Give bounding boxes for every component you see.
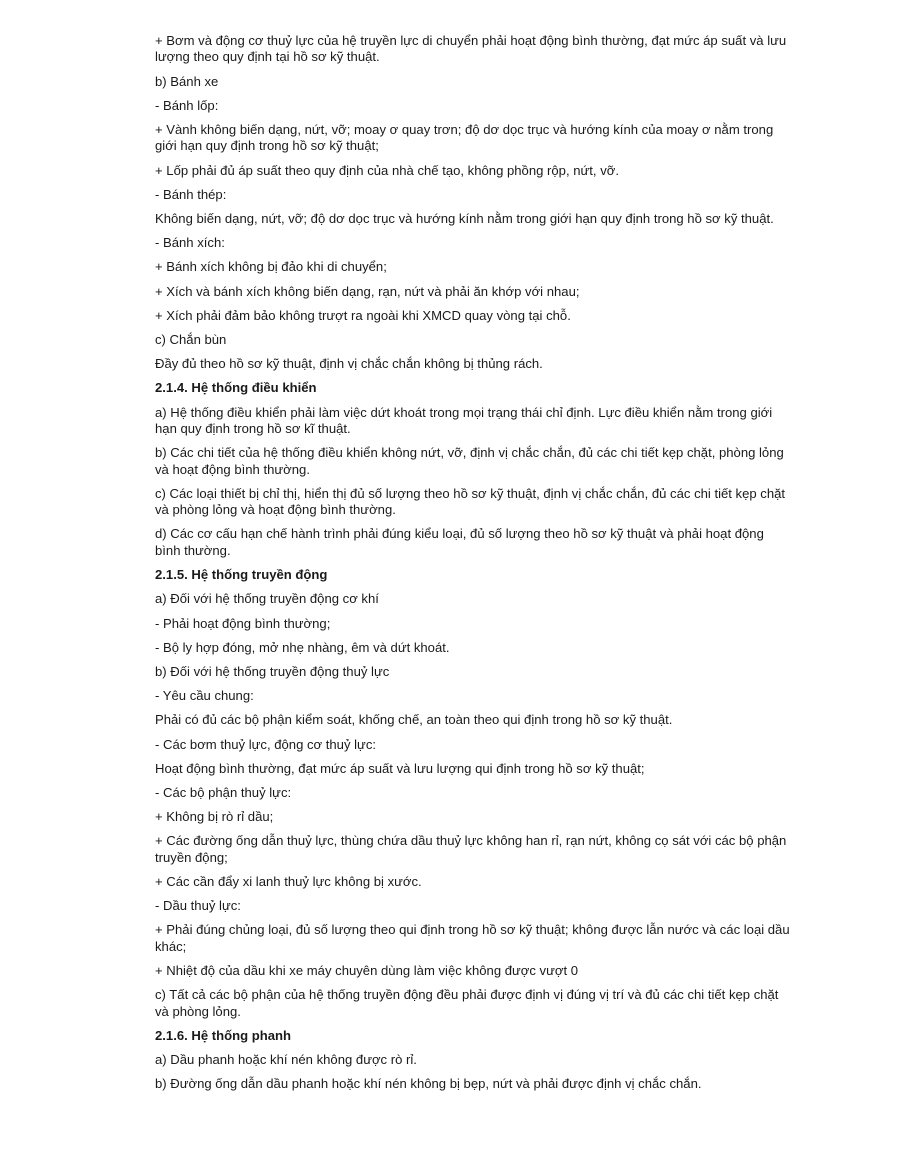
paragraph: b) Đường ống dẫn dầu phanh hoặc khí nén không bị bẹp, nứt và phải được định vị chắc chắn. bbox=[155, 1076, 702, 1092]
paragraph: a) Dầu phanh hoặc khí nén không được rò rỉ. bbox=[155, 1051, 417, 1067]
paragraph: a) Đối với hệ thống truyền động cơ khí bbox=[155, 591, 379, 607]
paragraph: Hoạt động bình thường, đạt mức áp suất và lưu lượng qui định trong hồ sơ kỹ thuật; bbox=[155, 760, 645, 776]
paragraph: + Nhiệt độ của dầu khi xe máy chuyên dùng làm việc không được vượt 0 bbox=[155, 962, 579, 978]
paragraph: c) Các loại thiết bị chỉ thị, hiển thị đủ số lượng theo hồ sơ kỹ thuật, định vị chắc chắn, đủ các chi tiết kẹp chặt và phòng lỏng và hoạt động bình thường. bbox=[155, 485, 786, 518]
paragraph: c) Tất cả các bộ phận của hệ thống truyền động đều phải được định vị đúng vị trí và đủ các chi tiết kẹp chặt và phòng lỏng. bbox=[155, 987, 779, 1019]
section-heading: 2.1.6. Hệ thống phanh bbox=[155, 1027, 292, 1043]
paragraph: + Xích phải đảm bảo không trượt ra ngoài khi XMCD quay vòng tại chỗ. bbox=[155, 307, 571, 323]
paragraph: - Bánh lốp: bbox=[155, 97, 219, 113]
paragraph: + Vành không biến dạng, nứt, vỡ; moay ơ quay trơn; độ dơ dọc trục và hướng kính của moay ơ nằm trong giới hạn quy định trong hồ sơ kỹ thuật; bbox=[155, 122, 774, 154]
paragraph: d) Các cơ cấu hạn chế hành trình phải đúng kiểu loại, đủ số lượng theo hồ sơ kỹ thuật và phải hoạt động bình thường. bbox=[155, 526, 764, 558]
paragraph: b) Các chi tiết của hệ thống điều khiển không nứt, vỡ, định vị chắc chắn, đủ các chi tiết kẹp chặt, phòng lỏng và hoạt động bình thường. bbox=[155, 445, 784, 477]
paragraph: + Bơm và động cơ thuỷ lực của hệ truyền lực di chuyển phải hoạt động bình thường, đạt mức áp suất và lưu lượng theo quy định tại hồ sơ kỹ thuật. bbox=[155, 33, 787, 65]
paragraph: c) Chắn bùn bbox=[155, 332, 227, 348]
paragraph: b) Đối với hệ thống truyền động thuỷ lực bbox=[155, 663, 390, 679]
paragraph: b) Bánh xe bbox=[155, 73, 219, 89]
paragraph: - Các bơm thuỷ lực, động cơ thuỷ lực: bbox=[155, 736, 377, 752]
paragraph: - Bánh xích: bbox=[155, 235, 225, 251]
paragraph: + Xích và bánh xích không biến dạng, rạn, nứt và phải ăn khớp với nhau; bbox=[155, 283, 580, 299]
document-body bbox=[155, 33, 790, 1093]
paragraph: - Yêu cầu chung: bbox=[155, 688, 254, 704]
paragraph: + Không bị rò rỉ dầu; bbox=[155, 809, 274, 825]
paragraph: Không biến dạng, nứt, vỡ; độ dơ dọc trục và hướng kính nằm trong giới hạn quy định trong hồ sơ kỹ thuật. bbox=[155, 211, 774, 227]
paragraph: a) Hệ thống điều khiển phải làm việc dứt khoát trong mọi trạng thái chỉ định. Lực điều khiển nằm trong giới hạn quy định trong hồ sơ kĩ thuật. bbox=[155, 404, 773, 437]
paragraph: Phải có đủ các bộ phận kiểm soát, khống chế, an toàn theo qui định trong hồ sơ kỹ thuật. bbox=[155, 712, 673, 728]
paragraph: - Bánh thép: bbox=[155, 186, 227, 202]
paragraph: Đầy đủ theo hồ sơ kỹ thuật, định vị chắc chắn không bị thủng rách. bbox=[155, 356, 543, 372]
paragraph: + Các đường ống dẫn thuỷ lực, thùng chứa dầu thuỷ lực không han rỉ, rạn nứt, không cọ sát với các bộ phận truyền động; bbox=[155, 833, 787, 865]
paragraph: - Phải hoạt động bình thường; bbox=[155, 615, 331, 631]
paragraph: + Các cần đẩy xi lanh thuỷ lực không bị xước. bbox=[155, 873, 422, 889]
paragraph: - Dầu thuỷ lực: bbox=[155, 898, 241, 914]
paragraph: + Phải đúng chủng loại, đủ số lượng theo qui định trong hồ sơ kỹ thuật; không được lẫn nước và các loại dầu khác; bbox=[155, 922, 790, 954]
section-heading: 2.1.5. Hệ thống truyền động bbox=[155, 567, 328, 583]
paragraph: + Lốp phải đủ áp suất theo quy định của nhà chế tạo, không phồng rộp, nứt, vỡ. bbox=[155, 162, 619, 178]
paragraph: - Bộ ly hợp đóng, mở nhẹ nhàng, êm và dứt khoát. bbox=[155, 639, 450, 655]
paragraph: + Bánh xích không bị đảo khi di chuyển; bbox=[155, 259, 387, 275]
section-heading: 2.1.4. Hệ thống điều khiển bbox=[155, 380, 317, 396]
paragraph: - Các bộ phận thuỷ lực: bbox=[155, 784, 292, 800]
